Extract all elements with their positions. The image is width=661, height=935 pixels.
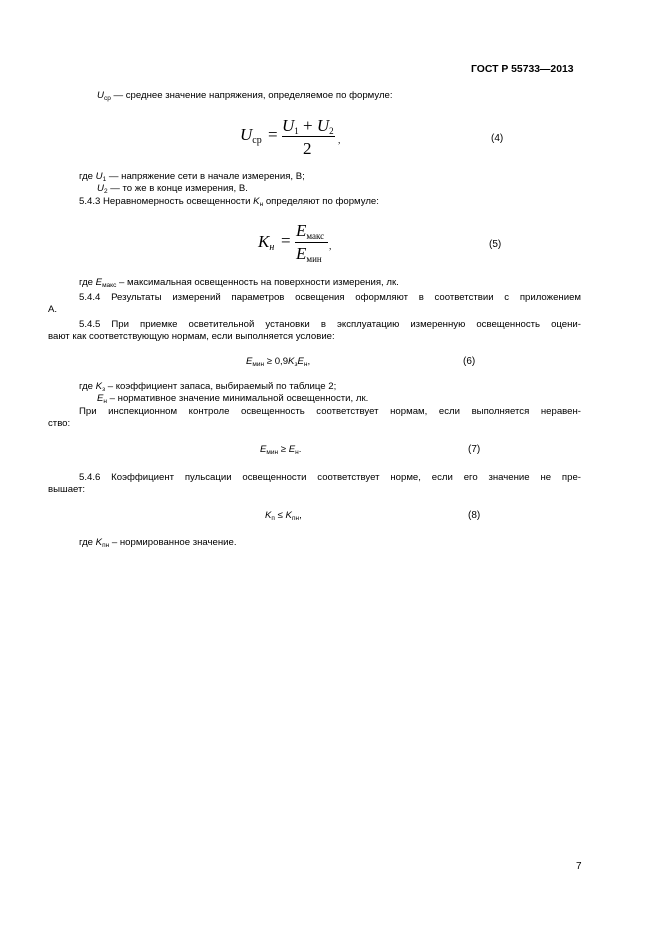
formula-6: $E_{мин} \ge 0,9K_зE_н$, — [246, 356, 311, 368]
formula-7: $E_{мин} \ge E_н$. — [260, 444, 302, 456]
paragraph-5-4-6-line1: 5.4.6 Коэффициент пульсации освещенности соответствует норме, если его значение не пре- — [79, 472, 581, 483]
formula-number: (4) — [491, 133, 504, 144]
numerator: U1 + U2 — [282, 116, 334, 136]
formula-7-number: (7) — [468, 444, 481, 455]
lhs-symbol: U — [240, 125, 253, 144]
formula-6-number: (6) — [463, 356, 476, 367]
formula-8: $K_п \le K_{пн}$, — [265, 510, 302, 522]
lhs-subscript: н — [269, 242, 275, 253]
denominator: 2 — [303, 139, 312, 158]
intro-line — [97, 90, 393, 105]
where-e-n: $E_н$ – нормативное значение минимальной освещенности, лк. — [97, 393, 369, 405]
page-number: 7 — [576, 861, 582, 872]
comma: , — [329, 241, 332, 252]
equals-sign: = — [268, 125, 278, 144]
formula-number: (5) — [489, 239, 502, 250]
paragraph-5-4-4-line1: 5.4.4 Результаты измерений параметров освещения оформляют в соответствии с приложением — [79, 292, 581, 303]
document-code: ГОСТ Р 55733—2013 — [471, 64, 574, 75]
where-k-z: где $K_з$ – коэффициент запаса, выбираемый по таблице 2; — [79, 381, 337, 393]
lhs-subscript: ср — [252, 135, 262, 146]
paragraph-5-4-3: 5.4.3 Неравномерность освещенности $K_н$ определяют по формуле: — [79, 196, 379, 208]
paragraph-5-4-5-line2: вают как соответствующую нормам, если выполняется условие: — [48, 331, 335, 342]
inspection-paragraph-line1: При инспекционном контроле освещенность соответствует нормам, если выполняется неравен- — [79, 406, 581, 417]
where-u1: где $U_1$ — напряжение сети в начале измерения, В; — [79, 171, 305, 183]
where-k-pn: где $K_{пн}$ – нормированное значение. — [79, 537, 237, 549]
comma: , — [338, 135, 341, 146]
paragraph-5-4-4-line2: А. — [48, 304, 58, 315]
intro-text: — среднее значение напряжения, определяемое по формуле: — [110, 90, 393, 101]
formula-8-number: (8) — [468, 510, 481, 521]
lhs-symbol: K — [258, 232, 270, 251]
equals-sign: = — [281, 231, 291, 250]
subscript: ср — [103, 95, 111, 102]
paragraph-5-4-6-line2: вышает: — [48, 484, 86, 495]
where-e-max: где $E_{макс}$ – максимальная освещенность на поверхности измерения, лк. — [79, 277, 399, 289]
fraction-bar — [295, 242, 328, 243]
denominator: Eмин — [296, 244, 322, 264]
fraction-bar — [282, 136, 335, 137]
paragraph-5-4-5-line1: 5.4.5 При приемке осветительной установки в эксплуатацию измеренную освещенность оцени- — [79, 319, 581, 330]
symbol: U — [97, 90, 104, 101]
numerator: Eмакс — [296, 221, 325, 241]
where-u2: $U_2$ — то же в конце измерения, В. — [97, 183, 248, 195]
inspection-paragraph-line2: ство: — [48, 418, 71, 429]
